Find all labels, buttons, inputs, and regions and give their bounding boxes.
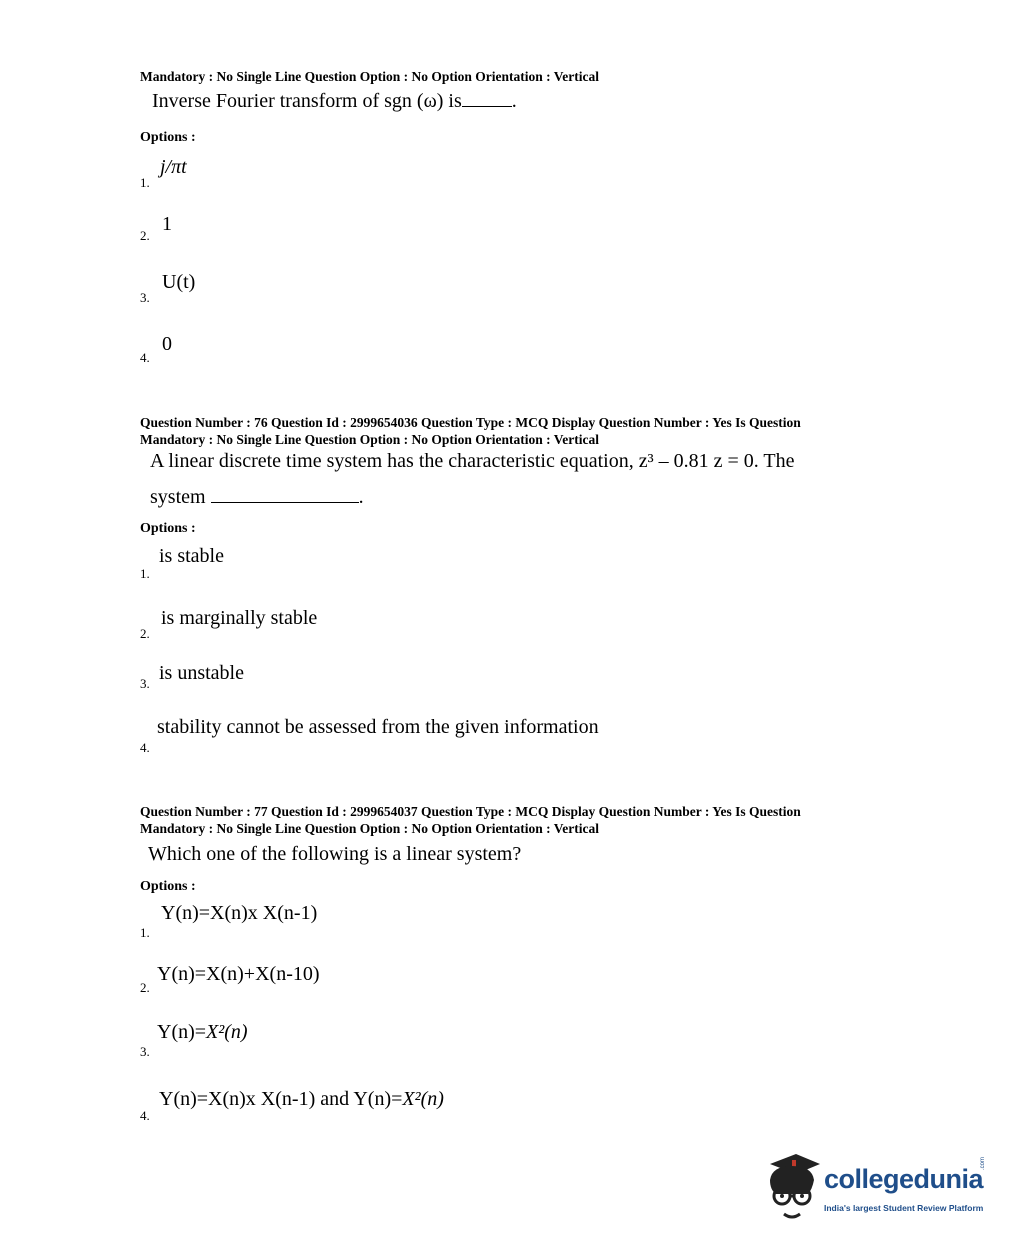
q77-option-1: Y(n)=X(n)x X(n-1): [161, 902, 318, 924]
q75-option-3-number: 3.: [140, 290, 150, 305]
q75-option-1-number: 1.: [140, 175, 150, 190]
q76-option-3-number: 3.: [140, 676, 150, 691]
q75-option-4: 0: [162, 333, 172, 355]
logo-wordmark: collegedunia: [824, 1164, 984, 1194]
q77-option-3: Y(n)=X²(n): [157, 1021, 248, 1043]
q76-option-2-number: 2.: [140, 626, 150, 641]
q76-option-4-number: 4.: [140, 740, 150, 755]
student-mascot-icon: [762, 1150, 824, 1230]
q77-option-1-number: 1.: [140, 925, 150, 940]
q76-question-text: A linear discrete time system has the characteristic equation, z³ – 0.81 z = 0. The: [150, 450, 795, 472]
q77-option-4: Y(n)=X(n)x X(n-1) and Y(n)=X²(n): [159, 1088, 444, 1110]
logo-suffix: .com: [980, 1156, 986, 1170]
q76-option-2: is marginally stable: [161, 607, 318, 629]
q77-question-text: Which one of the following is a linear system?: [148, 843, 522, 865]
q76-option-1: is stable: [159, 545, 224, 567]
q75-option-1: j/πt: [160, 156, 187, 178]
q77-meta-line-1: Question Number : 77 Question Id : 2999654037 Question Type : MCQ Display Question Number : Yes Is Question: [140, 804, 801, 819]
q75-option-4-number: 4.: [140, 350, 150, 365]
q77-options-label: Options :: [140, 879, 196, 894]
q77-option-2: Y(n)=X(n)+X(n-10): [157, 963, 320, 985]
q76-option-3: is unstable: [159, 662, 244, 684]
q77-meta-line-2: Mandatory : No Single Line Question Option : No Option Orientation : Vertical: [140, 821, 600, 836]
q76-option-4: stability cannot be assessed from the given information: [157, 716, 599, 738]
q75-option-2: 1: [162, 213, 172, 235]
q75-option-2-number: 2.: [140, 228, 150, 243]
q75-options-label: Options :: [140, 130, 196, 145]
q75-meta: Mandatory : No Single Line Question Option : No Option Orientation : Vertical: [140, 69, 600, 84]
q76-options-label: Options :: [140, 521, 196, 536]
q77-option-2-number: 2.: [140, 980, 150, 995]
q77-option-4-number: 4.: [140, 1108, 150, 1123]
q75-question-text: Inverse Fourier transform of sgn (ω) is .: [152, 90, 517, 112]
q76-option-1-number: 1.: [140, 566, 150, 581]
q77-option-3-number: 3.: [140, 1044, 150, 1059]
q76-question-text-line-2: system .: [150, 486, 364, 508]
q75-option-3: U(t): [162, 271, 196, 293]
q76-meta-line-2: Mandatory : No Single Line Question Option : No Option Orientation : Vertical: [140, 432, 600, 447]
answer-blank: [211, 501, 359, 503]
q76-meta-line-1: Question Number : 76 Question Id : 2999654036 Question Type : MCQ Display Question Number : Yes Is Question: [140, 415, 801, 430]
collegedunia-logo: [762, 1150, 1002, 1230]
logo-tagline: India's largest Student Review Platform: [824, 1203, 984, 1213]
answer-blank: [462, 105, 512, 107]
